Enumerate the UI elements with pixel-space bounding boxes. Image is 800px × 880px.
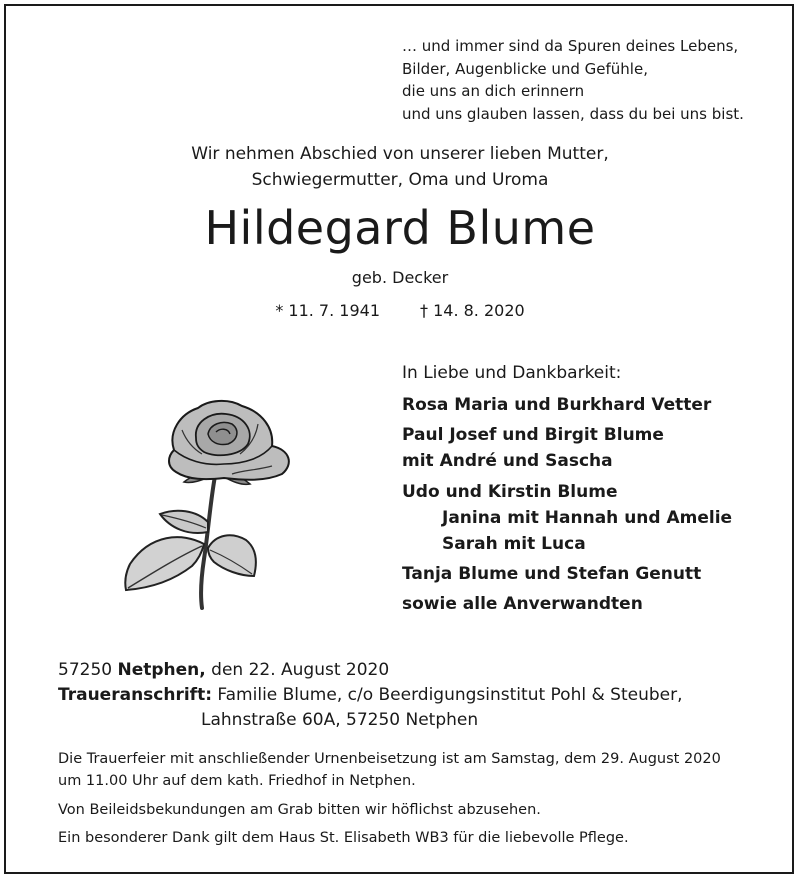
family-line: sowie alle Anverwandten <box>402 594 643 614</box>
poem <box>402 35 744 125</box>
ceremony-note <box>58 748 721 792</box>
birth-date: * 11. 7. 1941 <box>275 301 380 320</box>
family-line: mit André und Sascha <box>402 451 613 471</box>
life-dates <box>0 300 800 322</box>
family-entry <box>402 392 711 418</box>
family-line: Rosa Maria und Burkhard Vetter <box>402 395 712 415</box>
intro-text <box>0 141 800 193</box>
condolence-note: Von Beileidsbekundungen am Grab bitten wir höflichst abzusehen. <box>58 802 541 818</box>
zip-code: 57250 <box>58 660 113 680</box>
address-label: Traueranschrift: <box>58 685 213 705</box>
intro-line: Schwiegermutter, Oma und Uroma <box>251 170 549 190</box>
family-line: Sarah mit Luca <box>442 534 586 554</box>
city-name: Netphen, <box>117 660 206 680</box>
family-entry <box>402 422 664 474</box>
place-date <box>58 658 389 683</box>
poem-line: … und immer sind da Spuren deines Lebens, <box>402 37 739 55</box>
notice-date: den 22. August 2020 <box>211 660 390 680</box>
deceased-name: Hildegard Blume <box>204 201 596 255</box>
family-line: Janina mit Hannah und Amelie <box>442 508 733 528</box>
family-entry <box>402 561 701 587</box>
note-line: um 11.00 Uhr auf dem kath. Friedhof in Netphen. <box>58 773 416 789</box>
thanks-note: Ein besonderer Dank gilt dem Haus St. Elisabeth WB3 für die liebevolle Pflege. <box>58 830 629 846</box>
maiden-name: geb. Decker <box>351 268 449 287</box>
mourning-address <box>58 683 683 730</box>
poem-line: die uns an dich erinnern <box>402 82 585 100</box>
intro-line: Wir nehmen Abschied von unserer lieben Mutter, <box>191 144 609 164</box>
family-line: Paul Josef und Birgit Blume <box>402 425 664 445</box>
poem-line: Bilder, Augenblicke und Gefühle, <box>402 59 648 78</box>
family-entry <box>402 479 732 557</box>
family-line: Tanja Blume und Stefan Genutt <box>402 564 702 584</box>
address-line: Lahnstraße 60A, 57250 Netphen <box>201 710 479 730</box>
death-date: † 14. 8. 2020 <box>420 301 525 320</box>
address-line: Familie Blume, c/o Beerdigungsinstitut Pohl & Steuber, <box>217 685 683 705</box>
poem-line: und uns glauben lassen, dass du bei uns bist. <box>402 104 744 123</box>
family-line: Udo und Kirstin Blume <box>402 482 618 502</box>
rose-icon <box>112 394 308 614</box>
note-line: Die Trauerfeier mit anschließender Urnenbeisetzung ist am Samstag, dem 29. August 2020 <box>58 751 721 767</box>
thanks-heading: In Liebe und Dankbarkeit: <box>402 363 622 383</box>
family-entry <box>402 591 643 617</box>
